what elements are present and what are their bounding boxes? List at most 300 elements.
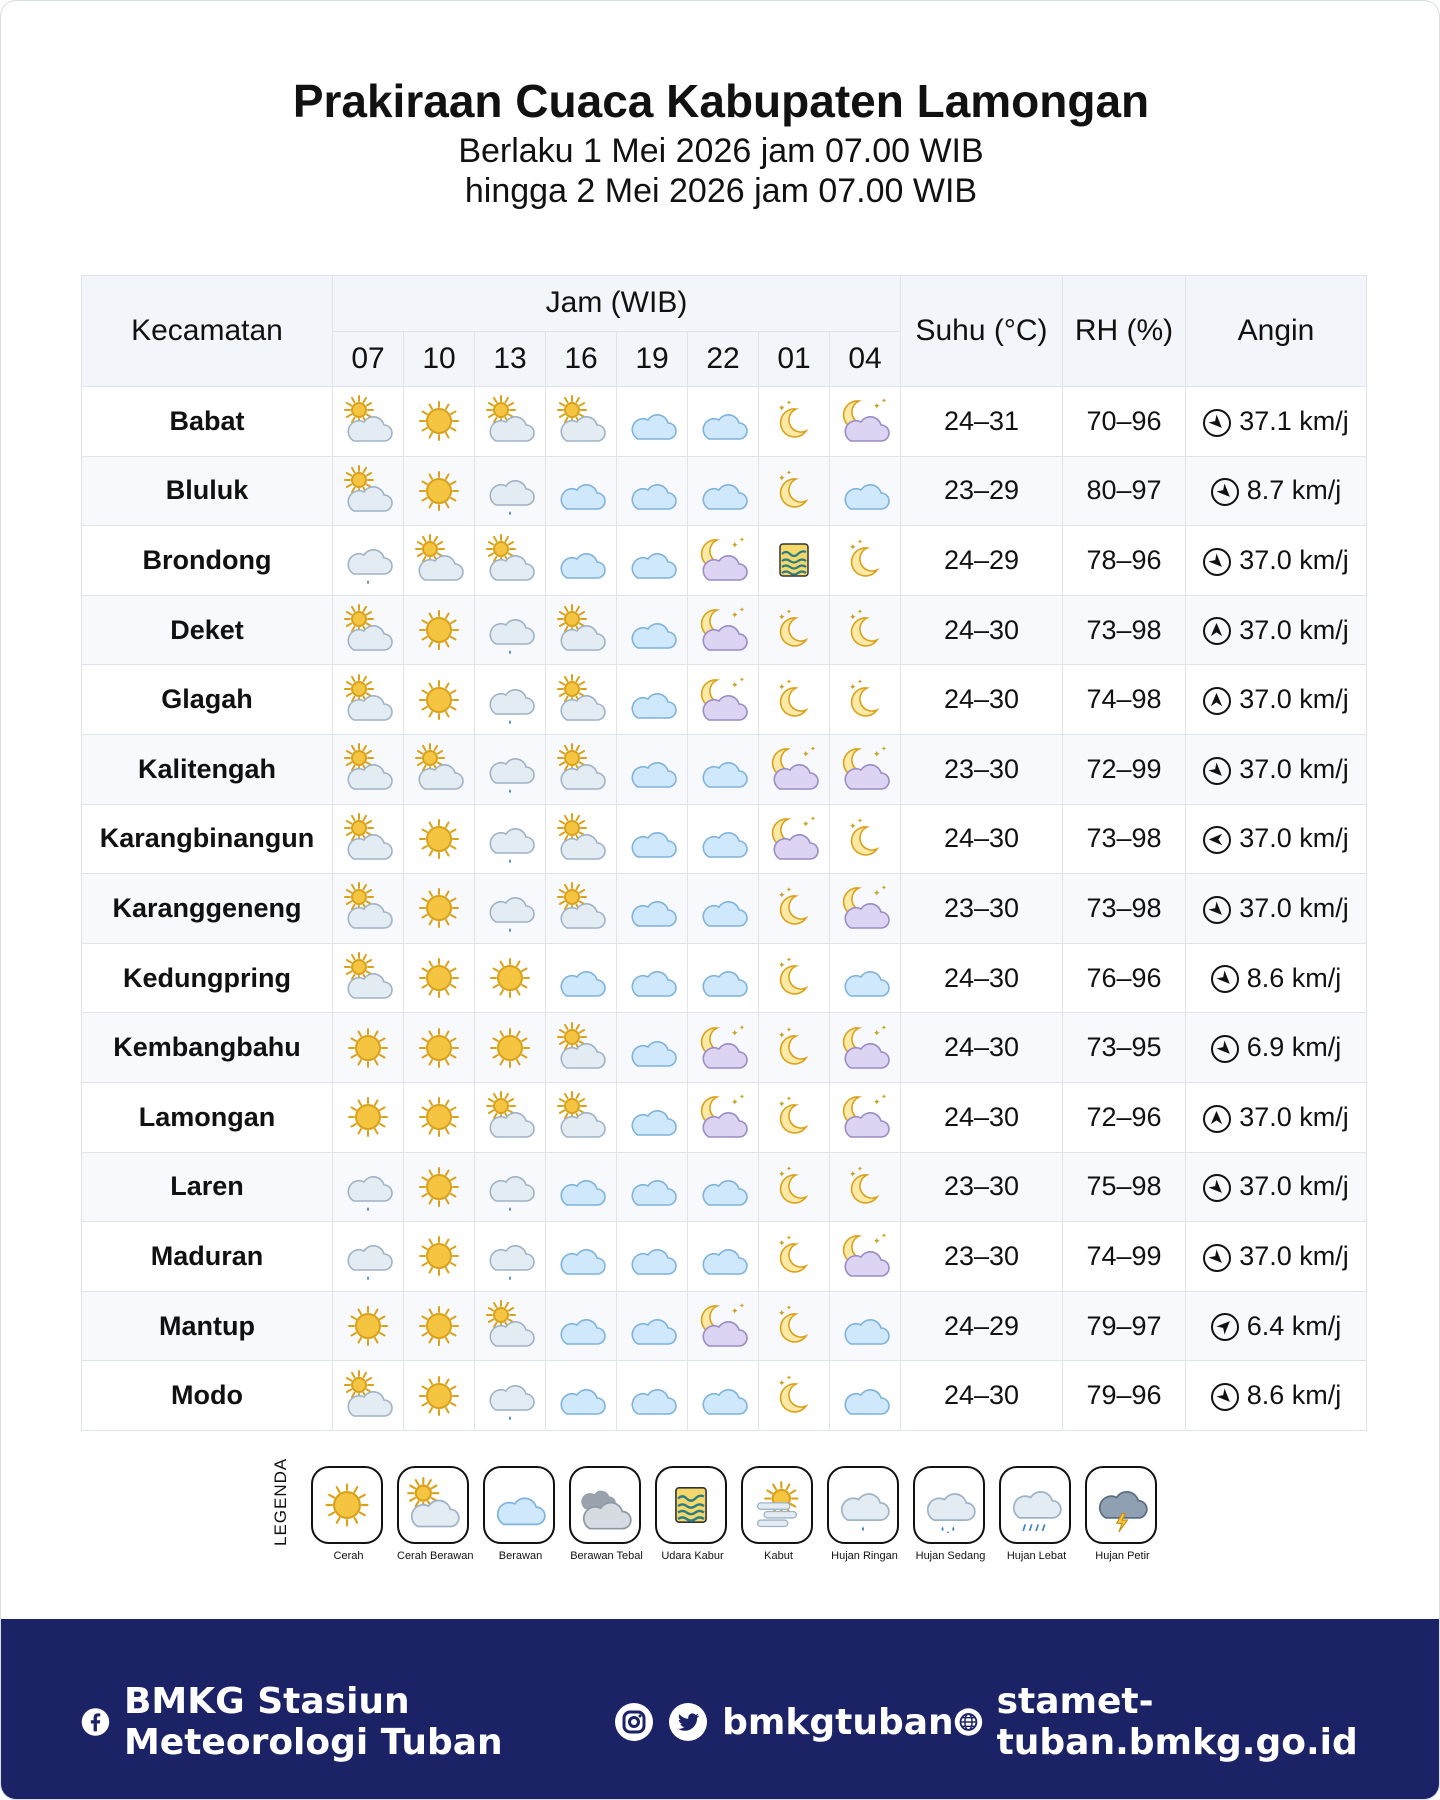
- footer-social[interactable]: [614, 1702, 954, 1743]
- legend-box: [741, 1466, 813, 1544]
- rh-value: 75–98: [1063, 1152, 1186, 1222]
- legend-items: [311, 1466, 1160, 1562]
- angin-cell: [1186, 595, 1367, 665]
- wind-direction-icon: [1211, 1035, 1239, 1063]
- weather-cell: [830, 526, 901, 596]
- weather-cell: [688, 943, 759, 1013]
- suhu-value: 24–29: [901, 526, 1063, 596]
- weather-cell: [688, 1152, 759, 1222]
- weather-cell: [333, 1013, 404, 1083]
- svg-text:✦: ✦: [786, 1373, 792, 1382]
- weather-cell: [333, 1152, 404, 1222]
- wind-speed: 37.0 km/j: [1239, 823, 1349, 854]
- kecamatan-name: Karangbinangun: [82, 804, 333, 874]
- wind-speed: 37.0 km/j: [1239, 753, 1349, 784]
- hujan-ringan-icon: [484, 465, 536, 517]
- validity-start: Berlaku 1 Mei 2026 jam 07.00 WIB: [458, 132, 984, 170]
- cerah-icon: [413, 813, 465, 865]
- legend-item: [741, 1466, 816, 1562]
- weather-cell: [475, 595, 546, 665]
- berawan-malam-icon: [768, 743, 820, 795]
- svg-text:✦: ✦: [731, 1028, 739, 1039]
- weather-cell: [475, 874, 546, 944]
- weather-cell: [688, 456, 759, 526]
- validity-end: hingga 2 Mei 2026 jam 07.00 WIB: [464, 172, 978, 210]
- svg-text:✦: ✦: [849, 682, 857, 693]
- weather-cell: [475, 804, 546, 874]
- svg-text:✦: ✦: [778, 1169, 786, 1180]
- berawan-icon: [839, 1370, 891, 1422]
- hujan-ringan-icon: [484, 1230, 536, 1282]
- cerah-icon: [413, 1370, 465, 1422]
- cerah-berawan-icon: [342, 604, 394, 656]
- hour-header: 16: [546, 331, 617, 387]
- weather-cell: [830, 804, 901, 874]
- weather-cell: [759, 665, 830, 735]
- legend-name: Hujan Ringan: [831, 1550, 898, 1562]
- berawan-icon: [626, 674, 678, 726]
- berawan-icon: [626, 1022, 678, 1074]
- weather-cell: [475, 1013, 546, 1083]
- table-row: [82, 595, 1367, 665]
- angin-cell: [1186, 1013, 1367, 1083]
- weather-cell: [404, 456, 475, 526]
- berawan-icon: [626, 1230, 678, 1282]
- weather-cell: [333, 387, 404, 457]
- legend-name: Udara Kabur: [661, 1550, 724, 1562]
- svg-text:✦: ✦: [802, 750, 810, 761]
- weather-cell: [759, 1082, 830, 1152]
- weather-cell: [688, 595, 759, 665]
- berawan-icon: [697, 465, 749, 517]
- wind-direction-icon: [1203, 896, 1231, 924]
- berawan-icon: [555, 1161, 607, 1213]
- svg-text:✦: ✦: [786, 1304, 792, 1313]
- wind-direction-icon: [1203, 1244, 1231, 1272]
- weather-cell: [759, 1013, 830, 1083]
- legend-item: [569, 1466, 644, 1562]
- weather-cell: [688, 1222, 759, 1292]
- rh-value: 74–98: [1063, 665, 1186, 735]
- angin-cell: [1186, 1152, 1367, 1222]
- cerah-malam-icon: [768, 674, 820, 726]
- berawan-icon: [626, 882, 678, 934]
- weather-cell: [617, 1082, 688, 1152]
- footer-row: [81, 1681, 1371, 1763]
- weather-cell: [759, 804, 830, 874]
- legend-box: [397, 1466, 469, 1544]
- svg-text:✦: ✦: [731, 1098, 739, 1109]
- legend-item: [311, 1466, 386, 1562]
- wind-speed: 6.4 km/j: [1246, 1310, 1342, 1341]
- table-row: [82, 526, 1367, 596]
- berawan-icon: [626, 465, 678, 517]
- wind-speed: 37.0 km/j: [1239, 614, 1349, 645]
- rh-value: 78–96: [1063, 526, 1186, 596]
- berawan-icon: [555, 465, 607, 517]
- udara-kabur-icon: [663, 1477, 719, 1533]
- hour-header: 10: [404, 331, 475, 387]
- legend-name: Hujan Lebat: [1006, 1550, 1067, 1562]
- weather-cell: [830, 387, 901, 457]
- berawan-icon: [491, 1477, 547, 1533]
- suhu-value: 23–30: [901, 734, 1063, 804]
- svg-text:✦: ✦: [881, 1232, 887, 1241]
- cerah-malam-icon: [768, 1370, 820, 1422]
- table-row: [82, 1013, 1367, 1083]
- cerah-malam-icon: [839, 674, 891, 726]
- weather-cell: [404, 1082, 475, 1152]
- svg-text:✦: ✦: [810, 814, 816, 823]
- weather-cell: [475, 526, 546, 596]
- rh-value: 80–97: [1063, 456, 1186, 526]
- svg-text:✦: ✦: [857, 816, 863, 825]
- weather-cell: [617, 665, 688, 735]
- weather-cell: [404, 665, 475, 735]
- cerah-berawan-icon: [342, 743, 394, 795]
- table-row: [82, 874, 1367, 944]
- svg-text:✦: ✦: [731, 541, 739, 552]
- cerah-icon: [413, 604, 465, 656]
- weather-cell: [688, 804, 759, 874]
- kecamatan-name: Bluluk: [82, 456, 333, 526]
- svg-text:✦: ✦: [778, 891, 786, 902]
- legend-name: Cerah: [333, 1550, 364, 1562]
- weather-cell: [475, 1361, 546, 1431]
- suhu-value: 24–31: [901, 387, 1063, 457]
- hujan-ringan-icon: [342, 534, 394, 586]
- table-row: [82, 1361, 1367, 1431]
- berawan-icon: [697, 1230, 749, 1282]
- svg-text:✦: ✦: [778, 1309, 786, 1320]
- weather-cell: [688, 734, 759, 804]
- social-handle: bmkgtuban: [722, 1701, 954, 1743]
- weather-cell: [404, 1291, 475, 1361]
- suhu-value: 23–30: [901, 1222, 1063, 1292]
- weather-cell: [688, 1013, 759, 1083]
- weather-cell: [688, 387, 759, 457]
- weather-cell: [333, 665, 404, 735]
- weather-cell: [617, 387, 688, 457]
- table-row: [82, 943, 1367, 1013]
- svg-text:✦: ✦: [786, 677, 792, 686]
- cerah-icon: [413, 1022, 465, 1074]
- angin-cell: [1186, 943, 1367, 1013]
- svg-text:✦: ✦: [778, 613, 786, 624]
- weather-cell: [830, 734, 901, 804]
- kecamatan-name: Kedungpring: [82, 943, 333, 1013]
- angin-cell: [1186, 456, 1367, 526]
- facebook-icon: [81, 1702, 110, 1742]
- cerah-berawan-icon: [555, 395, 607, 447]
- suhu-value: 23–30: [901, 1152, 1063, 1222]
- svg-text:✦: ✦: [778, 473, 786, 484]
- weather-cell: [617, 595, 688, 665]
- wind-direction-icon: [1203, 548, 1231, 576]
- weather-cell: [759, 734, 830, 804]
- svg-text:✦: ✦: [873, 1098, 881, 1109]
- weather-cell: [759, 387, 830, 457]
- legend-item: [397, 1466, 472, 1562]
- legend-box: [999, 1466, 1071, 1544]
- hujan-petir-icon: [1093, 1477, 1149, 1533]
- hujan-ringan-icon: [484, 813, 536, 865]
- berawan-malam-icon: [768, 813, 820, 865]
- legend-box: [913, 1466, 985, 1544]
- footer-website[interactable]: [954, 1681, 1371, 1763]
- berawan-malam-icon: [839, 1230, 891, 1282]
- rh-value: 79–96: [1063, 1361, 1186, 1431]
- svg-text:✦: ✦: [778, 404, 786, 415]
- berawan-icon: [626, 534, 678, 586]
- page-title: Prakiraan Cuaca Kabupaten Lamongan: [292, 75, 1150, 127]
- weather-cell: [830, 595, 901, 665]
- svg-text:✦: ✦: [786, 886, 792, 895]
- wind-speed: 37.0 km/j: [1239, 1240, 1349, 1271]
- weather-cell: [546, 526, 617, 596]
- cerah-malam-icon: [768, 604, 820, 656]
- cerah-malam-icon: [768, 1091, 820, 1143]
- svg-text:✦: ✦: [786, 1025, 792, 1034]
- weather-cell: [617, 874, 688, 944]
- wind-speed: 8.7 km/j: [1246, 475, 1342, 506]
- rh-value: 72–99: [1063, 734, 1186, 804]
- cerah-malam-icon: [768, 1300, 820, 1352]
- hujan-ringan-icon: [484, 1370, 536, 1422]
- wind-speed: 37.0 km/j: [1239, 1171, 1349, 1202]
- cerah-icon: [413, 1161, 465, 1213]
- suhu-value: 24–30: [901, 804, 1063, 874]
- svg-text:✦: ✦: [849, 1169, 857, 1180]
- weather-cell: [759, 456, 830, 526]
- angin-cell: [1186, 734, 1367, 804]
- weather-cell: [333, 1291, 404, 1361]
- cerah-berawan-icon: [342, 1370, 394, 1422]
- berawan-icon: [626, 952, 678, 1004]
- weather-cell: [475, 1291, 546, 1361]
- weather-cell: [404, 804, 475, 874]
- cerah-berawan-icon: [342, 674, 394, 726]
- berawan-icon: [697, 1161, 749, 1213]
- weather-cell: [404, 595, 475, 665]
- hujan-ringan-icon: [484, 743, 536, 795]
- berawan-malam-icon: [697, 1300, 749, 1352]
- weather-cell: [688, 1361, 759, 1431]
- rh-value: 79–97: [1063, 1291, 1186, 1361]
- weather-cell: [688, 1291, 759, 1361]
- legend-box: [1085, 1466, 1157, 1544]
- svg-text:✦: ✦: [881, 1023, 887, 1032]
- svg-text:✦: ✦: [786, 1164, 792, 1173]
- legend-item: [655, 1466, 730, 1562]
- angin-cell: [1186, 1361, 1367, 1431]
- weather-cell: [404, 943, 475, 1013]
- weather-cell: [617, 1013, 688, 1083]
- forecast-rows: [82, 387, 1367, 1431]
- hujan-ringan-icon: [484, 882, 536, 934]
- column-header-jam: Jam (WIB): [333, 276, 901, 332]
- cerah-icon: [413, 1300, 465, 1352]
- weather-cell: [475, 387, 546, 457]
- berawan-malam-icon: [839, 1091, 891, 1143]
- svg-text:✦: ✦: [739, 536, 745, 545]
- suhu-value: 24–30: [901, 665, 1063, 735]
- svg-text:✦: ✦: [786, 956, 792, 965]
- weather-cell: [475, 456, 546, 526]
- weather-cell: [404, 874, 475, 944]
- kecamatan-name: Babat: [82, 387, 333, 457]
- weather-cell: [688, 665, 759, 735]
- cerah-icon: [342, 1091, 394, 1143]
- svg-text:✦: ✦: [857, 1164, 863, 1173]
- wind-speed: 37.0 km/j: [1239, 892, 1349, 923]
- wind-speed: 37.1 km/j: [1239, 405, 1349, 436]
- weather-cell: [546, 1222, 617, 1292]
- berawan-icon: [839, 952, 891, 1004]
- legend-label: LEGENDA: [271, 1457, 290, 1546]
- berawan-icon: [555, 1300, 607, 1352]
- svg-text:✦: ✦: [778, 961, 786, 972]
- suhu-value: 24–30: [901, 1013, 1063, 1083]
- weather-cell: [759, 1222, 830, 1292]
- kecamatan-name: Kembangbahu: [82, 1013, 333, 1083]
- cerah-icon: [342, 1300, 394, 1352]
- weather-cell: [546, 456, 617, 526]
- column-header-kecamatan: Kecamatan: [82, 276, 333, 387]
- weather-cell: [617, 804, 688, 874]
- berawan-icon: [626, 604, 678, 656]
- wind-direction-icon: [1203, 617, 1231, 645]
- table-row: [82, 804, 1367, 874]
- weather-cell: [617, 1361, 688, 1431]
- cerah-malam-icon: [768, 882, 820, 934]
- facebook-label: BMKG Stasiun Meteorologi Tuban: [123, 1681, 503, 1763]
- legend-box: [569, 1466, 641, 1544]
- legend-name: Berawan Tebal: [570, 1550, 643, 1562]
- svg-text:✦: ✦: [731, 611, 739, 622]
- kecamatan-name: Kalitengah: [82, 734, 333, 804]
- wind-direction-icon: [1203, 687, 1231, 715]
- cerah-malam-icon: [768, 1022, 820, 1074]
- weather-cell: [617, 943, 688, 1013]
- suhu-value: 23–29: [901, 456, 1063, 526]
- weather-cell: [617, 1291, 688, 1361]
- berawan-malam-icon: [697, 604, 749, 656]
- berawan-malam-icon: [839, 395, 891, 447]
- svg-text:✦: ✦: [881, 1093, 887, 1102]
- wind-speed: 8.6 km/j: [1246, 962, 1342, 993]
- svg-text:✦: ✦: [849, 543, 857, 554]
- cerah-icon: [484, 1022, 536, 1074]
- footer: [1, 1619, 1440, 1800]
- svg-text:✦: ✦: [786, 608, 792, 617]
- weather-cell: [333, 526, 404, 596]
- svg-text:✦: ✦: [778, 1100, 786, 1111]
- svg-text:✦: ✦: [731, 1307, 739, 1318]
- table-row: [82, 1152, 1367, 1222]
- weather-cell: [546, 387, 617, 457]
- weather-cell: [546, 665, 617, 735]
- weather-cell: [830, 874, 901, 944]
- berawan-icon: [626, 813, 678, 865]
- wind-direction-icon: [1211, 478, 1239, 506]
- rh-value: 74–99: [1063, 1222, 1186, 1292]
- kecamatan-name: Maduran: [82, 1222, 333, 1292]
- weather-cell: [830, 1013, 901, 1083]
- weather-cell: [759, 1361, 830, 1431]
- svg-text:✦: ✦: [857, 608, 863, 617]
- kecamatan-name: Glagah: [82, 665, 333, 735]
- suhu-value: 24–30: [901, 595, 1063, 665]
- berawan-icon: [626, 395, 678, 447]
- rh-value: 72–96: [1063, 1082, 1186, 1152]
- weather-cell: [404, 1013, 475, 1083]
- cerah-berawan-icon: [484, 1300, 536, 1352]
- weather-cell: [333, 1361, 404, 1431]
- legend-item: [1085, 1466, 1160, 1562]
- weather-cell: [759, 874, 830, 944]
- weather-cell: [688, 874, 759, 944]
- cerah-berawan-icon: [484, 395, 536, 447]
- cerah-berawan-icon: [484, 1091, 536, 1143]
- weather-cell: [830, 1152, 901, 1222]
- svg-text:✦: ✦: [873, 402, 881, 413]
- weather-cell: [404, 526, 475, 596]
- legend-box: [483, 1466, 555, 1544]
- wind-speed: 37.0 km/j: [1239, 1101, 1349, 1132]
- weather-cell: [830, 456, 901, 526]
- berawan-icon: [697, 952, 749, 1004]
- cerah-berawan-icon: [405, 1477, 461, 1533]
- weather-cell: [830, 1082, 901, 1152]
- hujan-ringan-icon: [484, 1161, 536, 1213]
- website-url: stamet-tuban.bmkg.go.id: [996, 1681, 1358, 1763]
- hujan-ringan-icon: [342, 1230, 394, 1282]
- wind-direction-icon: [1211, 1383, 1239, 1411]
- berawan-icon: [555, 1370, 607, 1422]
- weather-cell: [688, 526, 759, 596]
- angin-cell: [1186, 804, 1367, 874]
- weather-cell: [475, 1082, 546, 1152]
- weather-cell: [546, 874, 617, 944]
- berawan-malam-icon: [839, 1022, 891, 1074]
- berawan-icon: [555, 534, 607, 586]
- hujan-ringan-icon: [342, 1161, 394, 1213]
- wind-direction-icon: [1203, 1105, 1231, 1133]
- rh-value: 76–96: [1063, 943, 1186, 1013]
- column-header-suhu: Suhu (°C): [901, 276, 1063, 387]
- cerah-malam-icon: [839, 1161, 891, 1213]
- table-row: [82, 456, 1367, 526]
- berawan-icon: [697, 743, 749, 795]
- footer-facebook[interactable]: [81, 1681, 614, 1763]
- cerah-berawan-icon: [342, 952, 394, 1004]
- berawan-icon: [626, 1161, 678, 1213]
- cerah-berawan-icon: [555, 1022, 607, 1074]
- kecamatan-name: Mantup: [82, 1291, 333, 1361]
- table-row: [82, 665, 1367, 735]
- cerah-icon: [413, 882, 465, 934]
- forecast-table: [81, 275, 1367, 1431]
- hour-header: 19: [617, 331, 688, 387]
- angin-cell: [1186, 874, 1367, 944]
- wind-direction-icon: [1203, 826, 1231, 854]
- svg-text:✦: ✦: [881, 745, 887, 754]
- title-block: [1, 71, 1440, 211]
- twitter-icon: [668, 1702, 708, 1742]
- berawan-icon: [697, 813, 749, 865]
- weather-cell: [617, 456, 688, 526]
